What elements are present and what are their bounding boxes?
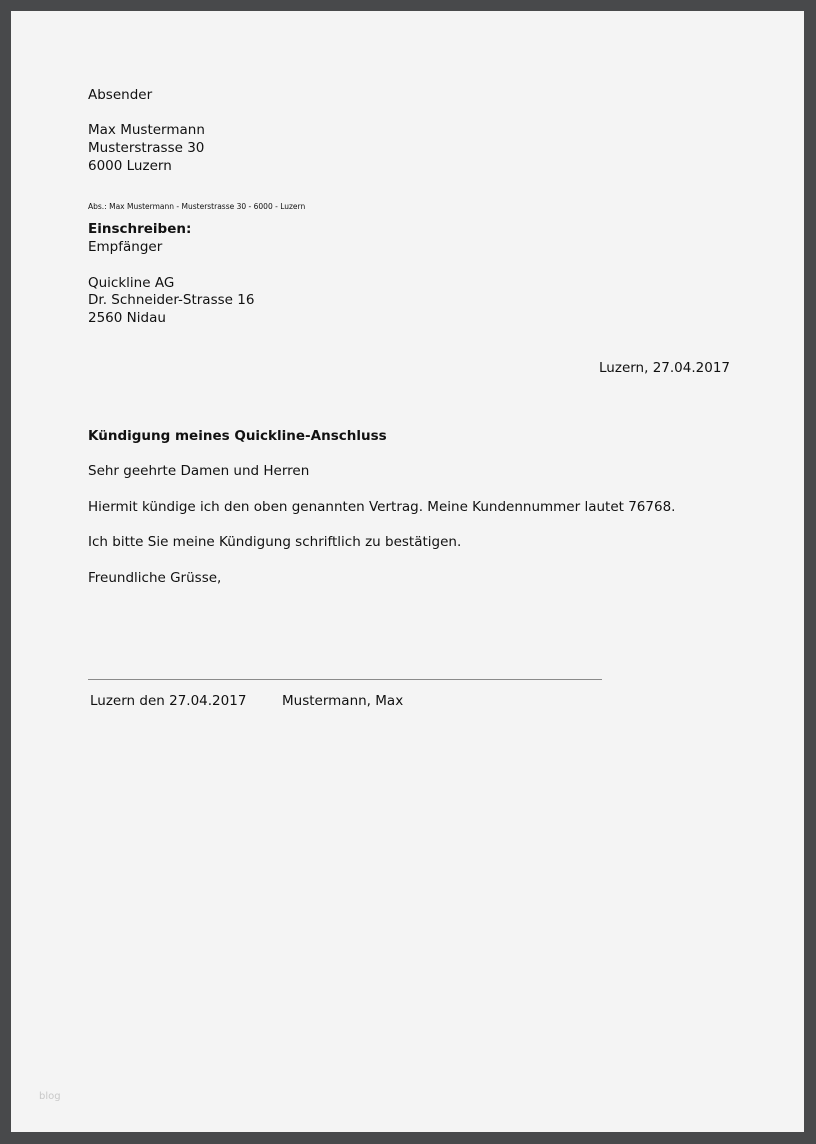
signature-line bbox=[88, 679, 602, 680]
recipient-street: Dr. Schneider-Strasse 16 bbox=[88, 292, 255, 308]
signature-name: Mustermann, Max bbox=[282, 693, 404, 709]
sender-city: 6000 Luzern bbox=[88, 158, 172, 174]
recipient-heading: Empfänger bbox=[88, 239, 163, 255]
sender-street: Musterstrasse 30 bbox=[88, 140, 205, 156]
letter-subject: Kündigung meines Quickline-Anschluss bbox=[88, 428, 387, 444]
sender-heading: Absender bbox=[88, 87, 153, 103]
recipient-city: 2560 Nidau bbox=[88, 310, 166, 326]
letter-page bbox=[11, 11, 804, 1132]
salutation: Sehr geehrte Damen und Herren bbox=[88, 463, 310, 479]
registered-mail-label: Einschreiben: bbox=[88, 221, 192, 237]
recipient-company: Quickline AG bbox=[88, 275, 175, 291]
sender-name: Max Mustermann bbox=[88, 122, 205, 138]
return-address-line: Abs.: Max Mustermann - Musterstrasse 30 - 6000 - Luzern bbox=[88, 202, 306, 211]
closing: Freundliche Grüsse, bbox=[88, 570, 222, 586]
body-paragraph-2: Ich bitte Sie meine Kündigung schriftlich zu bestätigen. bbox=[88, 534, 462, 550]
signature-place-date: Luzern den 27.04.2017 bbox=[90, 693, 247, 709]
body-paragraph-1: Hiermit kündige ich den oben genannten Vertrag. Meine Kundennummer lautet 76768. bbox=[88, 499, 676, 515]
watermark: blog bbox=[39, 1091, 61, 1102]
letter-date: Luzern, 27.04.2017 bbox=[599, 360, 730, 376]
